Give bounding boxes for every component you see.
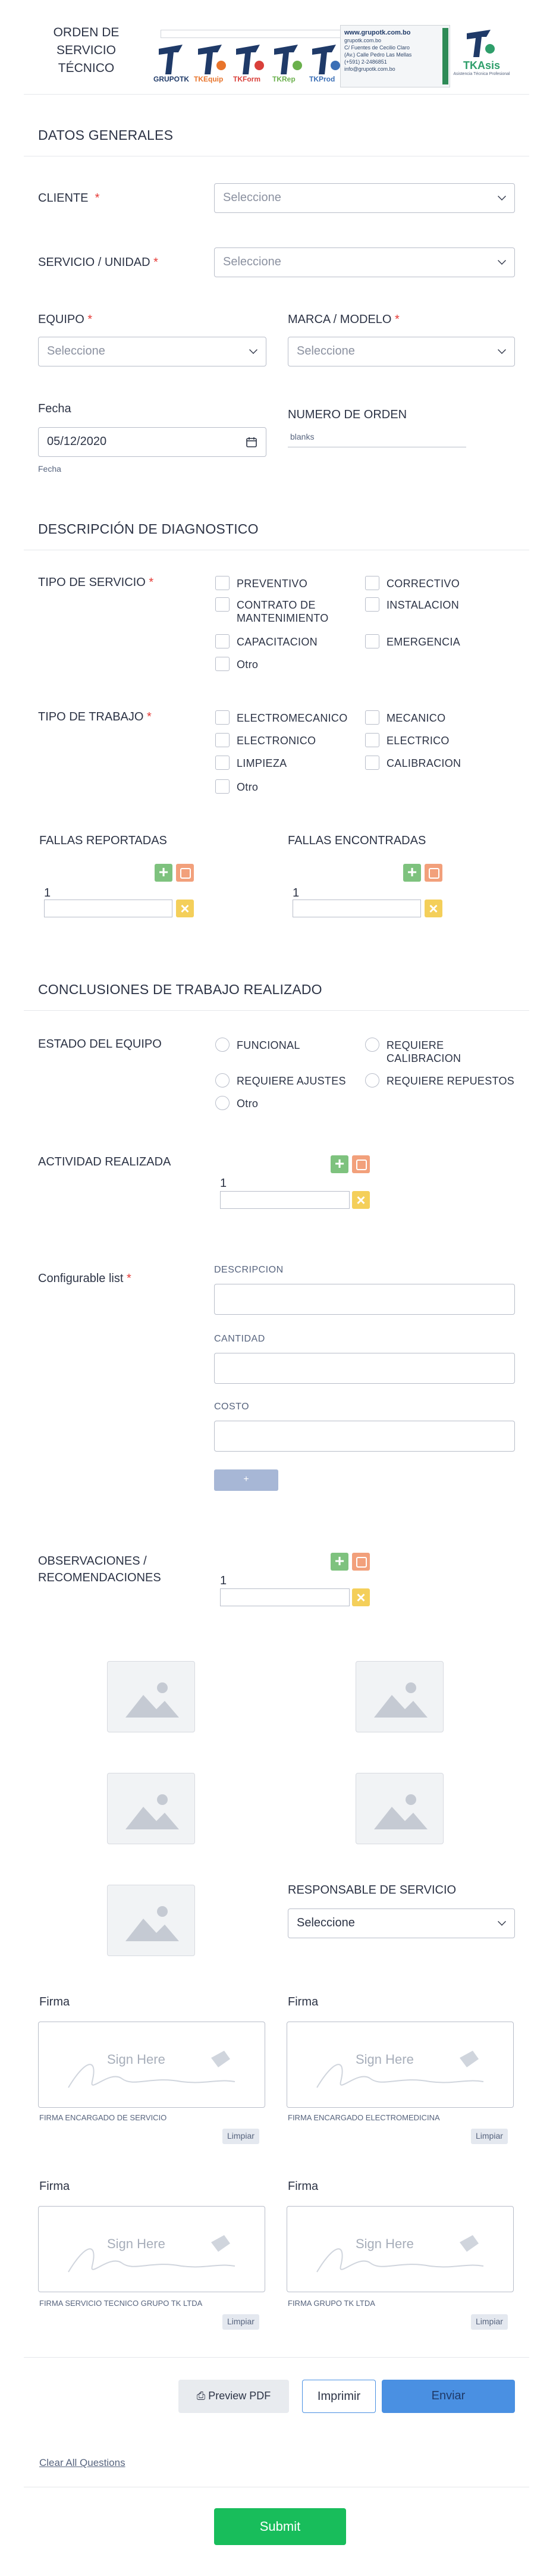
fecha-label: Fecha xyxy=(38,402,71,415)
instalacion-checkbox[interactable] xyxy=(365,597,379,612)
descripcion-input[interactable] xyxy=(214,1284,515,1315)
option-label: EMERGENCIA xyxy=(387,636,461,648)
tipo-servicio-label: TIPO DE SERVICIO * xyxy=(38,576,154,589)
otro-radio[interactable] xyxy=(215,1096,230,1110)
company-logos xyxy=(149,24,510,89)
servicio-label: SERVICIO / UNIDAD * xyxy=(38,256,158,269)
tkprod-logo-icon xyxy=(309,42,345,77)
add-row-icon[interactable]: + xyxy=(331,1155,348,1173)
brand-line: (Av.) Calle Pedro Las Mellas xyxy=(344,52,412,58)
header-divider xyxy=(24,94,529,95)
tkasis-logo-icon xyxy=(464,27,499,58)
row-index: 1 xyxy=(220,1177,227,1190)
ajustes-radio[interactable] xyxy=(215,1073,230,1088)
remove-row-icon[interactable] xyxy=(425,864,442,882)
brand-accent-bar xyxy=(442,28,448,84)
title-line: TÉCNICO xyxy=(58,61,115,75)
chevron-down-icon xyxy=(498,256,506,265)
delete-row-icon[interactable]: × xyxy=(352,1588,370,1606)
chevron-down-icon xyxy=(249,346,257,354)
option-label: CONTRATO DE MANTENIMIENTO xyxy=(237,599,329,624)
otro-checkbox[interactable] xyxy=(215,779,230,794)
section-datos-generales: DATOS GENERALES xyxy=(38,127,174,143)
image-icon xyxy=(122,1785,181,1833)
delete-row-icon[interactable]: × xyxy=(176,900,194,917)
form-title xyxy=(24,24,149,77)
estado-label: ESTADO DEL EQUIPO xyxy=(38,1038,162,1051)
logo-label: GRUPOTK xyxy=(153,75,189,83)
add-row-icon[interactable]: + xyxy=(331,1553,348,1571)
descripcion-label: DESCRIPCION xyxy=(214,1265,284,1275)
chevron-down-icon xyxy=(498,346,506,354)
servicio-select[interactable]: Seleccione xyxy=(214,247,515,277)
image-upload-placeholder[interactable] xyxy=(356,1661,444,1732)
calendar-icon[interactable] xyxy=(246,436,257,448)
section-divider xyxy=(24,1010,529,1011)
preventivo-checkbox[interactable] xyxy=(215,576,230,590)
firma-sublabel: FIRMA ENCARGADO ELECTROMEDICINA xyxy=(288,2113,440,2122)
signature-pad[interactable] xyxy=(38,2022,265,2108)
image-upload-placeholder[interactable] xyxy=(107,1661,195,1732)
capacitacion-checkbox[interactable] xyxy=(215,634,230,648)
option-label: ELECTRICO xyxy=(387,735,450,747)
logo-frame xyxy=(161,30,351,38)
actividad-input[interactable] xyxy=(220,1191,350,1209)
brand-line: (+591) 2-2486851 xyxy=(344,59,387,65)
brand-line: grupotk.com.bo xyxy=(344,37,382,43)
option-label: INSTALACION xyxy=(387,599,459,611)
enviar-button[interactable]: Enviar xyxy=(382,2380,515,2413)
row-index: 1 xyxy=(44,886,51,900)
limpieza-checkbox[interactable] xyxy=(215,756,230,770)
logo-label: TKForm xyxy=(233,75,260,83)
firma-label: Firma xyxy=(288,2180,319,2193)
option-label: ELECTROMECANICO xyxy=(237,712,348,724)
image-icon xyxy=(370,1785,430,1833)
responsable-label: RESPONSABLE DE SERVICIO xyxy=(288,1884,457,1897)
costo-input[interactable] xyxy=(214,1421,515,1452)
image-icon xyxy=(122,1897,181,1945)
option-label: REQUIERE AJUSTES xyxy=(237,1075,346,1087)
option-label: CORRECTIVO xyxy=(387,578,460,590)
add-row-icon[interactable]: + xyxy=(155,864,172,882)
fallas-reportadas-label: FALLAS REPORTADAS xyxy=(39,834,167,847)
signature-pad[interactable] xyxy=(38,2206,265,2292)
option-label: FUNCIONAL xyxy=(237,1039,300,1051)
firma-label: Firma xyxy=(288,1995,319,2008)
tkasis-logo xyxy=(452,27,511,76)
tkform-logo-icon xyxy=(233,42,269,77)
title-line: SERVICIO xyxy=(56,43,116,57)
clear-signature-button[interactable]: Limpiar xyxy=(471,2314,508,2330)
cliente-label: CLIENTE * xyxy=(38,192,100,205)
title-line: ORDEN DE xyxy=(53,26,120,39)
firma-sublabel: FIRMA SERVICIO TECNICO GRUPO TK LTDA xyxy=(39,2299,203,2308)
option-label: LIMPIEZA xyxy=(237,757,287,769)
marca-label: MARCA / MODELO * xyxy=(288,313,400,326)
marca-select[interactable]: Seleccione xyxy=(288,337,515,366)
grupotk-logo-icon xyxy=(156,42,191,77)
chevron-down-icon xyxy=(498,1917,506,1926)
firma-sublabel: FIRMA ENCARGADO DE SERVICIO xyxy=(39,2113,167,2122)
firma-label: Firma xyxy=(39,2180,70,2193)
tkasis-subtitle: Asistencia Técnica Profesional xyxy=(453,72,510,76)
calibracion-checkbox[interactable] xyxy=(365,756,379,770)
sign-here-text: Sign Here xyxy=(107,2236,165,2251)
calibracion-radio[interactable] xyxy=(365,1038,379,1052)
electronico-checkbox[interactable] xyxy=(215,733,230,747)
option-label: PREVENTIVO xyxy=(237,578,308,590)
firma-sublabel: FIRMA GRUPO TK LTDA xyxy=(288,2299,375,2308)
clear-all-link[interactable]: Clear All Questions xyxy=(39,2457,125,2468)
funcional-radio[interactable] xyxy=(215,1038,230,1052)
add-list-item-button[interactable]: + xyxy=(214,1469,278,1491)
emergencia-checkbox[interactable] xyxy=(365,634,379,648)
fallas-encontradas-input[interactable] xyxy=(293,900,421,917)
delete-row-icon[interactable]: × xyxy=(352,1191,370,1209)
remove-row-icon[interactable] xyxy=(176,864,194,882)
brand-line: info@grupotk.com.bo xyxy=(344,66,395,72)
option-label: CAPACITACION xyxy=(237,636,318,648)
option-label: ELECTRONICO xyxy=(237,735,316,747)
equipo-label: EQUIPO * xyxy=(38,313,93,326)
image-upload-placeholder[interactable] xyxy=(107,1773,195,1844)
option-label: REQUIERE CALIBRACION xyxy=(387,1039,461,1064)
correctivo-checkbox[interactable] xyxy=(365,576,379,590)
fecha-value: 05/12/2020 xyxy=(47,435,107,448)
delete-row-icon[interactable]: × xyxy=(425,900,442,917)
chevron-down-icon xyxy=(498,192,506,200)
clear-signature-button[interactable]: Limpiar xyxy=(222,2129,259,2144)
observaciones-label: OBSERVACIONES / RECOMENDACIONES xyxy=(38,1555,161,1584)
option-label: CALIBRACION xyxy=(387,757,461,769)
logo-label: TKEquip xyxy=(194,75,224,83)
fallas-reportadas-input[interactable] xyxy=(44,900,172,917)
mecanico-checkbox[interactable] xyxy=(365,710,379,725)
section-diagnostico: DESCRIPCIÓN DE DIAGNOSTICO xyxy=(38,521,259,537)
tkrep-logo-icon xyxy=(271,42,307,77)
fecha-input[interactable] xyxy=(38,427,266,457)
config-list-label: Configurable list * xyxy=(38,1272,131,1285)
responsable-select[interactable]: Seleccione xyxy=(288,1909,515,1938)
imprimir-button[interactable]: Imprimir xyxy=(302,2380,376,2413)
brand-line: C/ Fuentes de Cecilio Claro xyxy=(344,45,410,51)
remove-row-icon[interactable] xyxy=(352,1553,370,1571)
tipo-trabajo-label: TIPO DE TRABAJO * xyxy=(38,710,152,723)
option-label: MECANICO xyxy=(387,712,446,724)
section-conclusiones: CONCLUSIONES DE TRABAJO REALIZADO xyxy=(38,982,322,997)
add-row-icon[interactable]: + xyxy=(403,864,421,882)
logo-label: TKProd xyxy=(309,75,335,83)
row-index: 1 xyxy=(220,1574,227,1587)
actions-divider xyxy=(24,2357,529,2358)
firma-label: Firma xyxy=(39,1995,70,2008)
submit-button[interactable]: Submit xyxy=(214,2508,346,2545)
sign-here-text: Sign Here xyxy=(356,2052,414,2067)
cantidad-label: CANTIDAD xyxy=(214,1334,265,1344)
clear-signature-button[interactable]: Limpiar xyxy=(222,2314,259,2330)
orden-label: NUMERO DE ORDEN xyxy=(288,408,407,421)
otro-checkbox[interactable] xyxy=(215,657,230,671)
preview-pdf-button[interactable]: ⎙ Preview PDF xyxy=(178,2380,289,2413)
cantidad-input[interactable] xyxy=(214,1353,515,1384)
signature-pad[interactable] xyxy=(287,2022,514,2108)
cliente-select[interactable]: Seleccione xyxy=(214,183,515,213)
image-icon xyxy=(122,1674,181,1721)
remove-row-icon[interactable] xyxy=(352,1155,370,1173)
option-label: Otro xyxy=(237,1098,259,1110)
electromecanico-checkbox[interactable] xyxy=(215,710,230,725)
row-index: 1 xyxy=(293,886,300,900)
brand-contact-card xyxy=(340,25,450,87)
costo-label: COSTO xyxy=(214,1402,250,1412)
equipo-select[interactable]: Seleccione xyxy=(38,337,266,366)
electrico-checkbox[interactable] xyxy=(365,733,379,747)
orden-input[interactable]: blanks xyxy=(288,430,466,447)
option-label: Otro xyxy=(237,781,259,793)
sign-here-text: Sign Here xyxy=(107,2052,165,2067)
repuestos-radio[interactable] xyxy=(365,1073,379,1088)
clear-signature-button[interactable]: Limpiar xyxy=(471,2129,508,2144)
brand-url: www.grupotk.com.bo xyxy=(344,29,411,36)
tkequip-logo-icon xyxy=(195,42,231,77)
image-icon xyxy=(370,1674,430,1721)
observaciones-input[interactable] xyxy=(220,1588,350,1606)
tkasis-label: TKAsis xyxy=(463,59,500,71)
signature-pad[interactable] xyxy=(287,2206,514,2292)
image-upload-placeholder[interactable] xyxy=(107,1885,195,1956)
option-label: Otro xyxy=(237,659,259,670)
actividad-label: ACTIVIDAD REALIZADA xyxy=(38,1155,171,1168)
logo-label: TKRep xyxy=(272,75,296,83)
pdf-icon: ⎙ xyxy=(196,2390,206,2402)
option-label: REQUIERE REPUESTOS xyxy=(387,1075,515,1087)
image-upload-placeholder[interactable] xyxy=(356,1773,444,1844)
fecha-sublabel: Fecha xyxy=(38,464,61,474)
fallas-encontradas-label: FALLAS ENCONTRADAS xyxy=(288,834,426,847)
contrato-checkbox[interactable] xyxy=(215,597,230,612)
sign-here-text: Sign Here xyxy=(356,2236,414,2251)
